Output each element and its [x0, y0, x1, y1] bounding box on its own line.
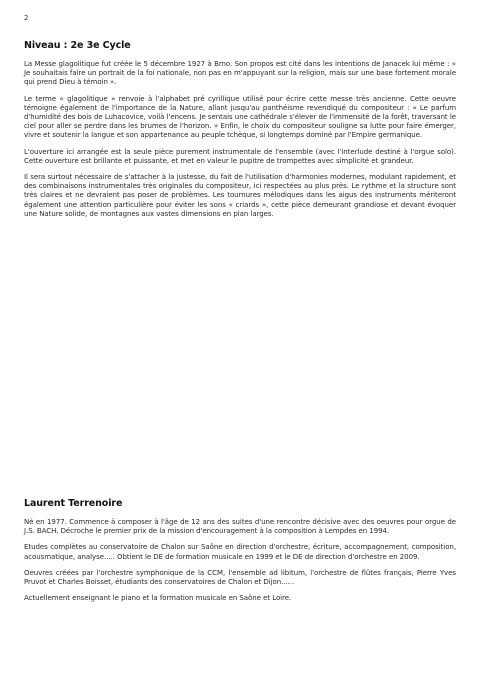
paragraph-premiere: La Messe glagolitique fut créée le 5 décembre 1927 à Brno. Son propos est cité dans les intentions de Janacek lui même : « Je souhaitais faire un portrait de la foi nationale, non pas en m'appuyant sur la religion, mais sur une base fortement morale qui prend Dieu à témoin ».	[24, 60, 456, 87]
composer-section	[24, 498, 456, 610]
level-heading: Niveau : 2e 3e Cycle	[24, 40, 131, 51]
paragraph-overture: L'ouverture ici arrangée est la seule pièce purement instrumentale de l'ensemble (avec l'interlude destiné à l'orgue solo). Cette ouverture est brillante et puissante, et met en valeur le pupitre de trompettes avec simplicité et grandeur.	[24, 147, 456, 165]
paragraph-works: Oeuvres créées par l'orchestre symphonique de la CCM, l'ensemble ad libitum, l'orchestre de flûtes français, Pierre Yves Pruvot et Charles Boisset, étudiants des conservatoires de Chalon et Dijon......	[24, 568, 456, 587]
paragraph-biography: Né en 1977. Commence à composer à l'âge de 12 ans des suites d'une rencontre décisive avec des oeuvres pour orgue de J.S. BACH. Décroche le premier prix de la mission d'encouragement à la composition à Lempdes en 1994.	[24, 518, 456, 536]
paragraph-performance-notes: Il sera surtout nécessaire de s'attacher à la justesse, du fait de l'utilisation d'harmonies modernes, modulant rapidement, et des combinaisons instrumentales très originales du compositeur, ici respectées au plus près. Le rythme et la structure sont très claires et ne devraient pas poser de problèmes. Les tournures mélodiques dans les aigus des instruments mériteront également une attention particulière pour éviter les sons « criards », cette pièce demeurant grandiose et devant évoquer une Nature solide, de montagnes aux vastes dimensions en plan larges.	[24, 173, 456, 218]
paragraph-studies: Etudes complètes au conservatoire de Chalon sur Saône en direction d'orchestre, écriture, accompagnement, composition, acousmatique, analyse..... Obtient le DE de formation musicale en 1999 et le DE de direction d'orchestre en 2009.	[24, 543, 456, 561]
level-section	[24, 40, 456, 226]
page-number: 2	[24, 14, 29, 22]
composer-heading: Laurent Terrenoire	[24, 498, 123, 509]
paragraph-glagolitic: Le terme « glagolitique » renvoie à l'alphabet pré cyrillique utilisé pour écrire cette messe très ancienne. Cette oeuvre témoigne également de l'importance de la Nature, allant jusqu'au panthéisme revendiqué du compositeur : « Le parfum d'humidité des bois de Luhacovice, voilà l'encens. Je sentais une cathédrale s'élever de l'immensité de la forêt, traversant le ciel pour aller se perdre dans les brumes de l'horizon. » Enfin, le choix du compositeur souligne sa lutte pour faire émerger, vivre et soutenir la langue et son appartenance au peuple tchèque, si longtemps dominé par l'Empire germanique.	[24, 94, 456, 140]
paragraph-current: Actuellement enseignant le piano et la formation musicale en Saône et Loire.	[24, 594, 292, 603]
